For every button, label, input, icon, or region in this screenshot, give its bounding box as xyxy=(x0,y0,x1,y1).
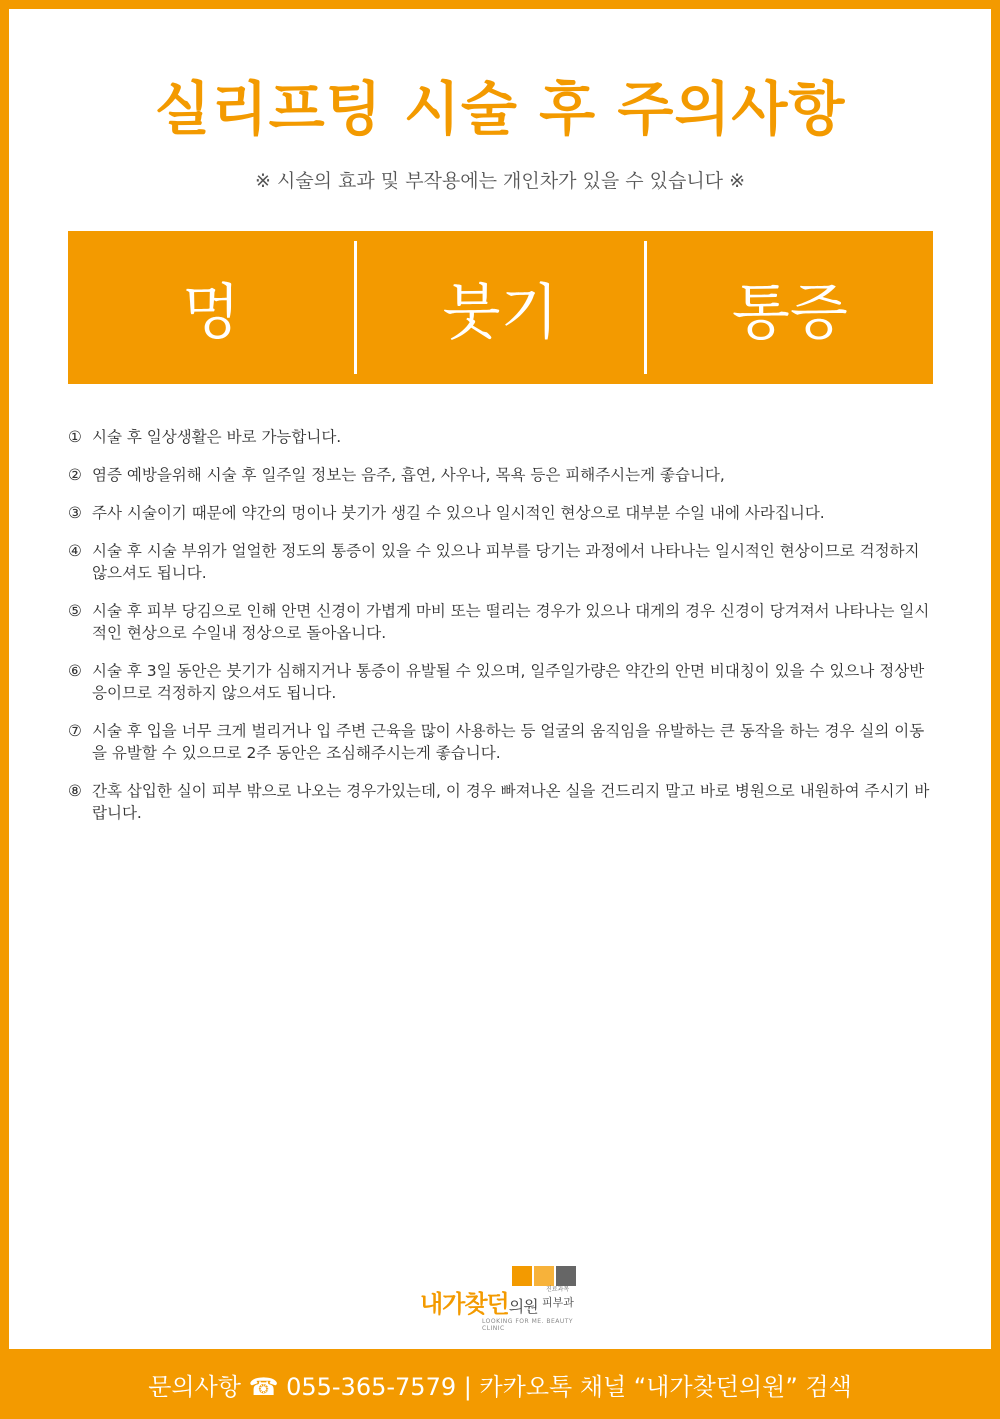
note-text: 시술 후 피부 당김으로 인해 안면 신경이 가볍게 마비 또는 떨리는 경우가 있으나 대게의 경우 신경이 당겨져서 나타나는 일시적인 현상으로 수일내 정상으로 돌아옵니다. xyxy=(92,602,930,642)
banner-bruise: 멍 xyxy=(182,277,241,348)
body-icon xyxy=(556,1266,576,1286)
logo-dept: 피부과 xyxy=(542,1296,574,1309)
face-icon xyxy=(512,1266,532,1286)
note-number: ② xyxy=(68,466,82,484)
note-number: ⑥ xyxy=(68,662,82,680)
list-item xyxy=(68,600,938,644)
note-number: ③ xyxy=(68,504,82,522)
banner-pain: 통증 xyxy=(731,277,848,348)
note-number: ① xyxy=(68,428,82,446)
note-number: ⑦ xyxy=(68,722,82,740)
notes-list xyxy=(68,426,938,840)
symptom-banner xyxy=(68,231,933,384)
note-text: 시술 후 시술 부위가 얼얼한 정도의 통증이 있을 수 있으나 피부를 당기는 과정에서 나타나는 일시적인 현상이므로 걱정하지 않으셔도 됩니다. xyxy=(92,542,920,582)
note-text: 주사 시술이기 때문에 약간의 멍이나 붓기가 생길 수 있으나 일시적인 현상으로 대부분 수일 내에 사라집니다. xyxy=(92,504,825,522)
page-subtitle: ※ 시술의 효과 및 부작용에는 개인차가 있을 수 있습니다 ※ xyxy=(255,170,745,192)
note-number: ④ xyxy=(68,542,82,560)
note-text: 시술 후 3일 동안은 붓기가 심해지거나 통증이 유발될 수 있으며, 일주일가량은 약간의 안면 비대칭이 있을 수 있으나 정상반응이므로 걱정하지 않으셔도 됩니다. xyxy=(92,662,925,702)
note-text: 시술 후 입을 너무 크게 벌리거나 입 주변 근육을 많이 사용하는 등 얼굴의 움직임을 유발하는 큰 동작을 하는 경우 실의 이동을 유발할 수 있으므로 2주 동안은 조심해주시는게 좋습니다. xyxy=(92,722,925,762)
logo-name-suffix: 의원 xyxy=(508,1297,538,1316)
clinic-logo xyxy=(420,1262,590,1332)
list-item xyxy=(68,660,938,704)
page-title: 실리프팅 시술 후 주의사항 xyxy=(154,75,846,143)
banner-swelling: 붓기 xyxy=(442,277,559,348)
contact-footer: 문의사항 ☎ 055-365-7579 | 카카오톡 채널 “내가찾던의원” 검색 xyxy=(0,1349,1000,1419)
list-item xyxy=(68,540,938,584)
logo-name-main: 내가찾던 xyxy=(420,1290,509,1318)
list-item xyxy=(68,720,938,764)
logo-dept-label: 진료과목 xyxy=(546,1286,570,1293)
list-item xyxy=(68,780,938,824)
face-icon xyxy=(534,1266,554,1286)
list-item xyxy=(68,426,938,448)
logo-face-icons xyxy=(512,1266,576,1286)
logo-name xyxy=(420,1284,538,1319)
list-item xyxy=(68,464,938,486)
note-text: 시술 후 일상생활은 바로 가능합니다. xyxy=(92,428,342,446)
note-number: ⑧ xyxy=(68,782,82,800)
note-text: 염증 예방을위해 시술 후 일주일 정보는 음주, 흡연, 사우나, 목욕 등은 피해주시는게 좋습니다, xyxy=(92,466,725,484)
list-item xyxy=(68,502,938,524)
note-text: 간혹 삽입한 실이 피부 밖으로 나오는 경우가있는데, 이 경우 빠져나온 실을 건드리지 말고 바로 병원으로 내원하여 주시기 바랍니다. xyxy=(92,782,930,822)
note-number: ⑤ xyxy=(68,602,82,620)
logo-english: LOOKING FOR ME. BEAUTY CLINIC xyxy=(482,1318,574,1332)
